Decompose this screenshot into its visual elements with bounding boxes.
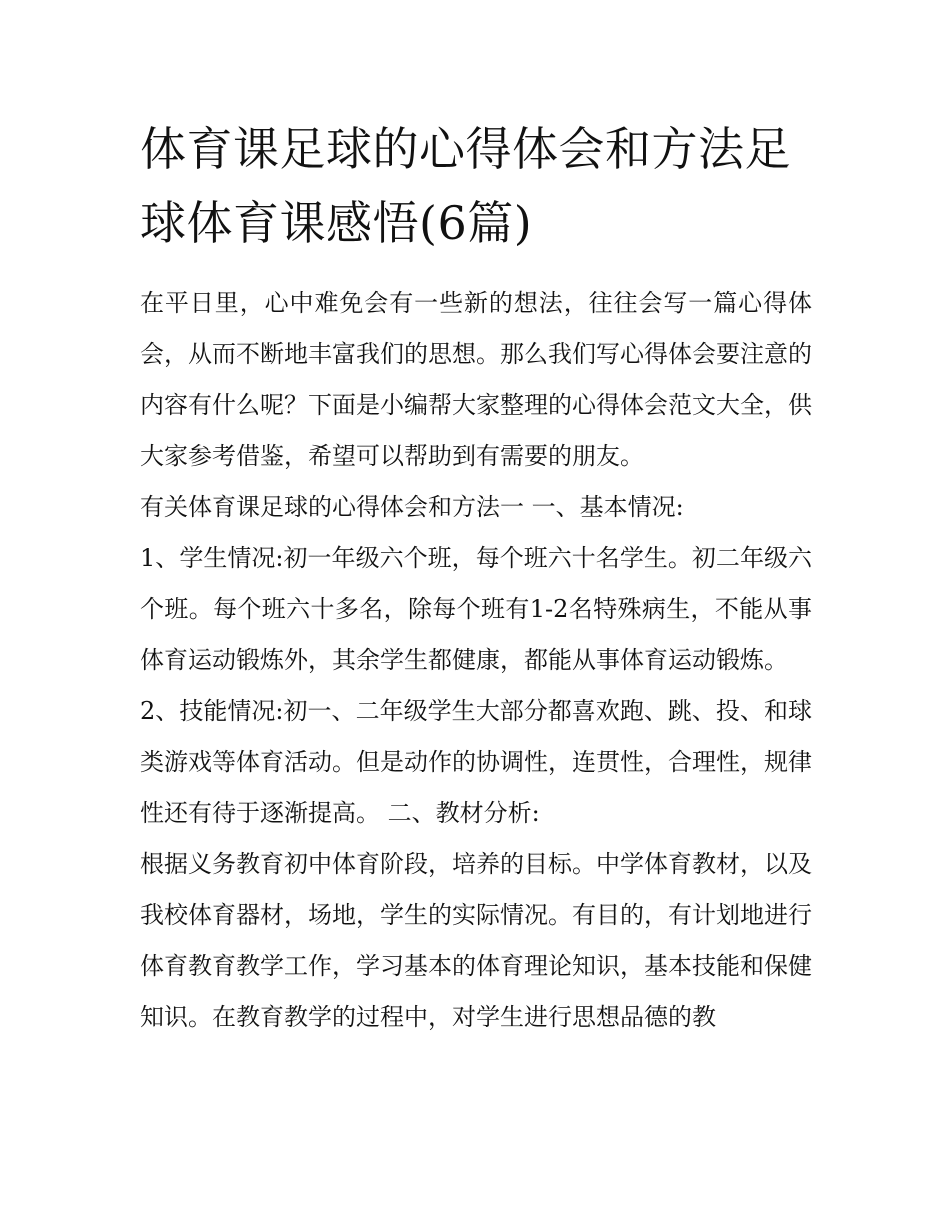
paragraph-intro: 在平日里，心中难免会有一些新的想法，往往会写一篇心得体会，从而不断地丰富我们的思想。那么我们写心得体会要注意的内容有什么呢？下面是小编帮大家整理的心得体会范文大全，供大家参考借鉴，希望可以帮助到有需要的朋友。 [140,289,812,470]
document-body [140,278,812,1043]
paragraph-student-situation: 1、学生情况:初一年级六个班，每个班六十名学生。初二年级六个班。每个班六十多名，除每个班有1-2名特殊病生，不能从事体育运动锻炼外，其余学生都健康，都能从事体育运动锻炼。 [140,544,812,674]
document-page [140,112,812,1043]
document-title: 体育课足球的心得体会和方法足球体育课感悟(6篇) [140,122,791,250]
paragraph-section-heading: 有关体育课足球的心得体会和方法一 一、基本情况: [140,493,684,521]
paragraph-textbook-analysis: 根据义务教育初中体育阶段，培养的目标。中学体育教材，以及我校体育器材，场地，学生的实际情况。有目的，有计划地进行体育教育教学工作，学习基本的体育理论知识，基本技能和保健知识。在教育教学的过程中，对学生进行思想品德的教 [140,850,812,1031]
paragraph-skill-situation: 2、技能情况:初一、二年级学生大部分都喜欢跑、跳、投、和球类游戏等体育活动。但是动作的协调性，连贯性，合理性，规律性还有待于逐渐提高。 二、教材分析: [140,697,812,827]
